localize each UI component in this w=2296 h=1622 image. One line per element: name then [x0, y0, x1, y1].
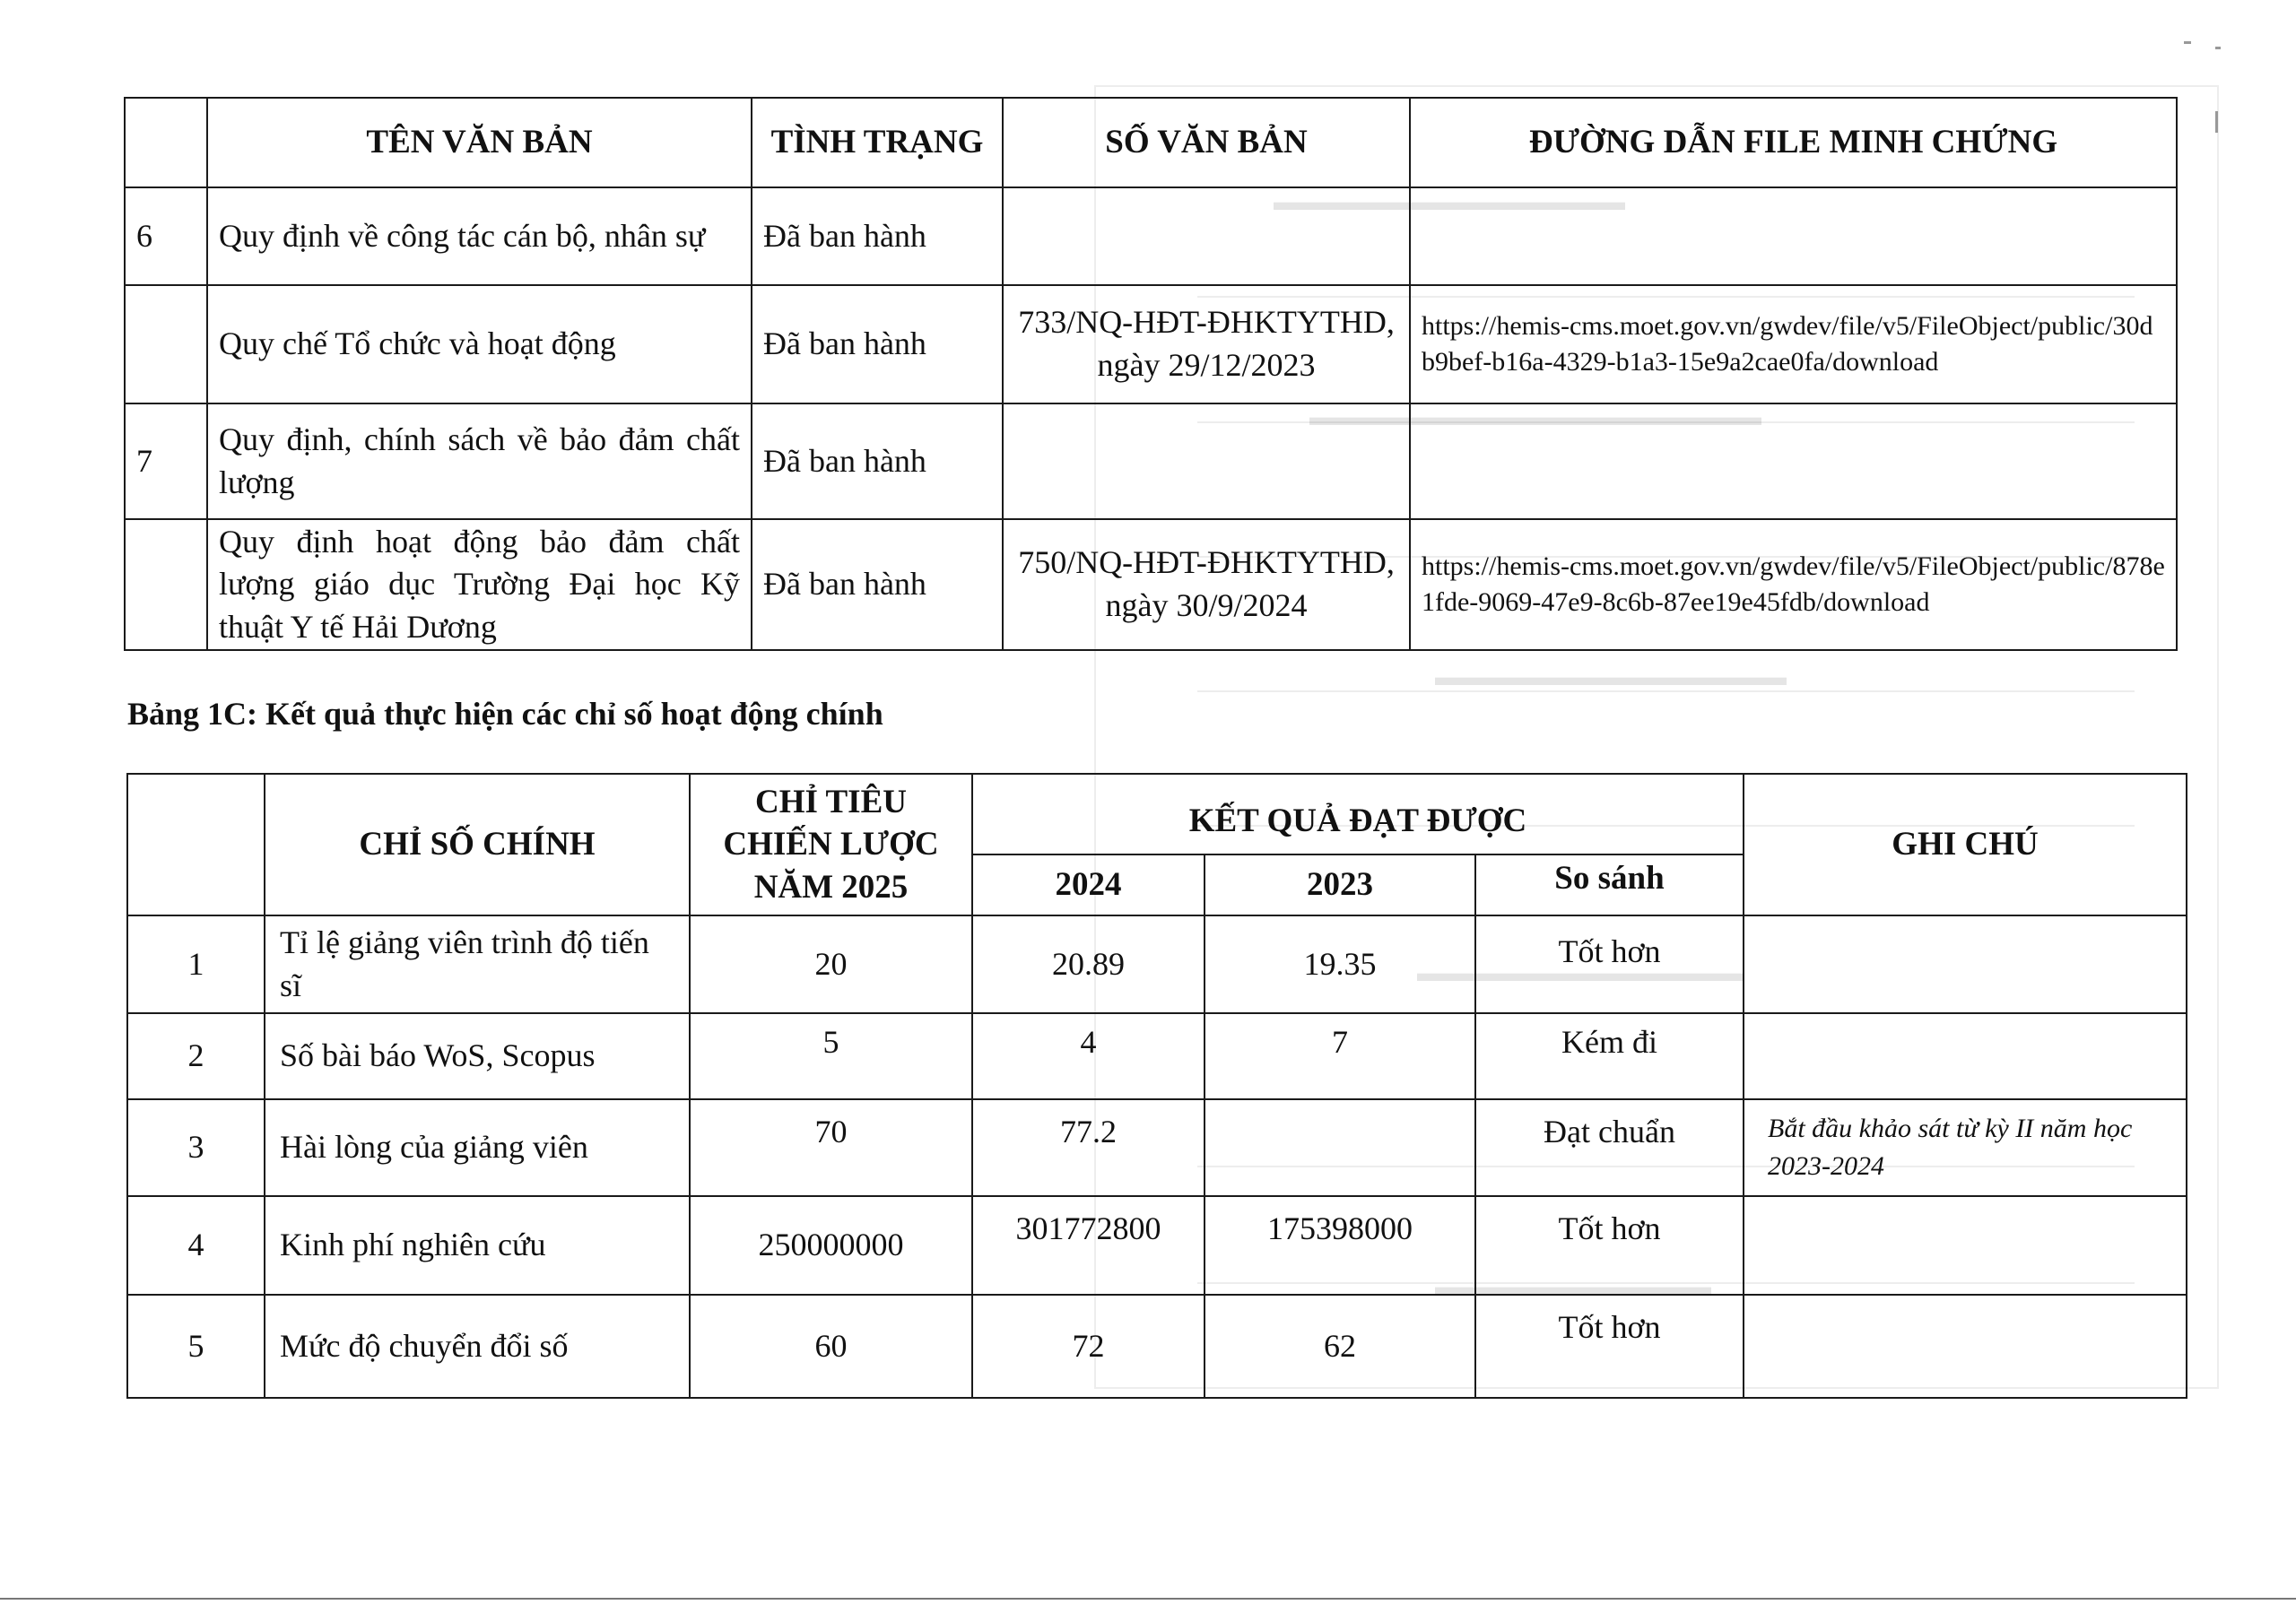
header-no: [125, 98, 207, 187]
bleed-through-text: ▬▬▬▬▬▬▬▬▬▬▬▬▬▬▬▬▬▬: [1309, 403, 1761, 431]
header-2023: 2023: [1205, 854, 1475, 915]
indicator-name: Mức độ chuyển đổi số: [265, 1295, 690, 1398]
note-cell: [1744, 1295, 2187, 1398]
value-2024: 301772800: [972, 1196, 1205, 1295]
value-2023: 62: [1205, 1295, 1475, 1398]
row-number: [125, 285, 207, 403]
bleed-through-text: ▬▬▬▬▬▬▬▬▬▬▬▬▬▬: [1274, 188, 1625, 216]
header-target: CHỈ TIÊU CHIẾN LƯỢC NĂM 2025: [690, 774, 972, 915]
row-number: 2: [127, 1013, 265, 1099]
table-row: [127, 1099, 2187, 1196]
document-number: 733/NQ-HĐT-ĐHKTYTHD, ngày 29/12/2023: [1003, 285, 1410, 403]
note-cell: [1744, 1196, 2187, 1295]
target-value: 250000000: [690, 1196, 972, 1295]
scan-mark: [2215, 111, 2218, 133]
header-no: [127, 774, 265, 915]
document-name: Quy định, chính sách về bảo đảm chất lượng: [207, 403, 752, 519]
table-row: [127, 915, 2187, 1013]
note-cell: [1744, 1013, 2187, 1099]
document-name: Quy định về công tác cán bộ, nhân sự: [207, 187, 752, 285]
table-row: [127, 1196, 2187, 1295]
value-2023: 19.35: [1205, 915, 1475, 1013]
evidence-link[interactable]: https://hemis-cms.moet.gov.vn/gwdev/file/v5/FileObject/public/878e1fde-9069-47e9-8c6b-87ee19e45fdb/download: [1410, 519, 2177, 650]
row-number: 6: [125, 187, 207, 285]
table-row: [125, 403, 2177, 519]
document-number: [1003, 403, 1410, 519]
status-cell: Đã ban hành: [752, 187, 1003, 285]
evidence-link: [1410, 187, 2177, 285]
indicator-name: Số bài báo WoS, Scopus: [265, 1013, 690, 1099]
row-number: 5: [127, 1295, 265, 1398]
document-number: [1003, 187, 1410, 285]
bleed-through-text: ▬▬▬▬▬▬▬▬▬▬▬▬▬: [1417, 959, 1744, 987]
bleed-through-text: ▬▬▬▬▬▬▬▬▬▬▬: [1435, 1273, 1711, 1301]
value-2024: 20.89: [972, 915, 1205, 1013]
target-value: 70: [690, 1099, 972, 1196]
indicator-name: Tỉ lệ giảng viên trình độ tiến sĩ: [265, 915, 690, 1013]
value-2024: 77.2: [972, 1099, 1205, 1196]
target-value: 60: [690, 1295, 972, 1398]
scan-mark: [2184, 41, 2191, 44]
evidence-link[interactable]: https://hemis-cms.moet.gov.vn/gwdev/file/v5/FileObject/public/30db9bef-b16a-4329-b1a3-15e9a2cae0fa/download: [1410, 285, 2177, 403]
comparison: Kém đi: [1475, 1013, 1744, 1099]
document-name: Quy định hoạt động bảo đảm chất lượng giáo dục Trường Đại học Kỹ thuật Y tế Hải Dương: [207, 519, 752, 650]
row-number: 4: [127, 1196, 265, 1295]
table-row: [127, 1013, 2187, 1099]
indicators-table: [126, 773, 2187, 1399]
target-value: 20: [690, 915, 972, 1013]
documents-table: [124, 97, 2178, 651]
indicator-name: Hài lòng của giảng viên: [265, 1099, 690, 1196]
table-caption: Bảng 1C: Kết quả thực hiện các chỉ số hoạt động chính: [127, 696, 883, 732]
scan-mark: [2215, 47, 2221, 49]
table-row: [127, 1295, 2187, 1398]
row-number: [125, 519, 207, 650]
comparison: Đạt chuẩn: [1475, 1099, 1744, 1196]
header-indicator: CHỈ SỐ CHÍNH: [265, 774, 690, 915]
note-cell: [1744, 915, 2187, 1013]
table-row: [125, 187, 2177, 285]
value-2024: 4: [972, 1013, 1205, 1099]
header-name: TÊN VĂN BẢN: [207, 98, 752, 187]
target-value: 5: [690, 1013, 972, 1099]
status-cell: Đã ban hành: [752, 403, 1003, 519]
header-number: SỐ VĂN BẢN: [1003, 98, 1410, 187]
table-row: [125, 519, 2177, 650]
row-number: 7: [125, 403, 207, 519]
header-results: KẾT QUẢ ĐẠT ĐƯỢC: [972, 774, 1744, 854]
value-2024: 72: [972, 1295, 1205, 1398]
evidence-link: [1410, 403, 2177, 519]
document-number: 750/NQ-HĐT-ĐHKTYTHD, ngày 30/9/2024: [1003, 519, 1410, 650]
comparison: Tốt hơn: [1475, 1295, 1744, 1398]
row-number: 3: [127, 1099, 265, 1196]
row-number: 1: [127, 915, 265, 1013]
bleed-through-text: ▬▬▬▬▬▬▬▬▬▬▬▬▬▬: [1435, 664, 1787, 691]
header-2024: 2024: [972, 854, 1205, 915]
header-status: TÌNH TRẠNG: [752, 98, 1003, 187]
status-cell: Đã ban hành: [752, 519, 1003, 650]
comparison: Tốt hơn: [1475, 915, 1744, 1013]
table-row: [125, 285, 2177, 403]
header-compare: So sánh: [1475, 854, 1744, 915]
header-note: GHI CHÚ: [1744, 774, 2187, 915]
note-cell: Bắt đầu khảo sát từ kỳ II năm học 2023-2024: [1744, 1099, 2187, 1196]
header-row: [125, 98, 2177, 187]
header-row: [127, 774, 2187, 854]
value-2023: 175398000: [1205, 1196, 1475, 1295]
value-2023: [1205, 1099, 1475, 1196]
indicator-name: Kinh phí nghiên cứu: [265, 1196, 690, 1295]
comparison: Tốt hơn: [1475, 1196, 1744, 1295]
status-cell: Đã ban hành: [752, 285, 1003, 403]
header-link: ĐƯỜNG DẪN FILE MINH CHỨNG: [1410, 98, 2177, 187]
value-2023: 7: [1205, 1013, 1475, 1099]
page-bottom-edge: [0, 1598, 2296, 1600]
document-name: Quy chế Tổ chức và hoạt động: [207, 285, 752, 403]
